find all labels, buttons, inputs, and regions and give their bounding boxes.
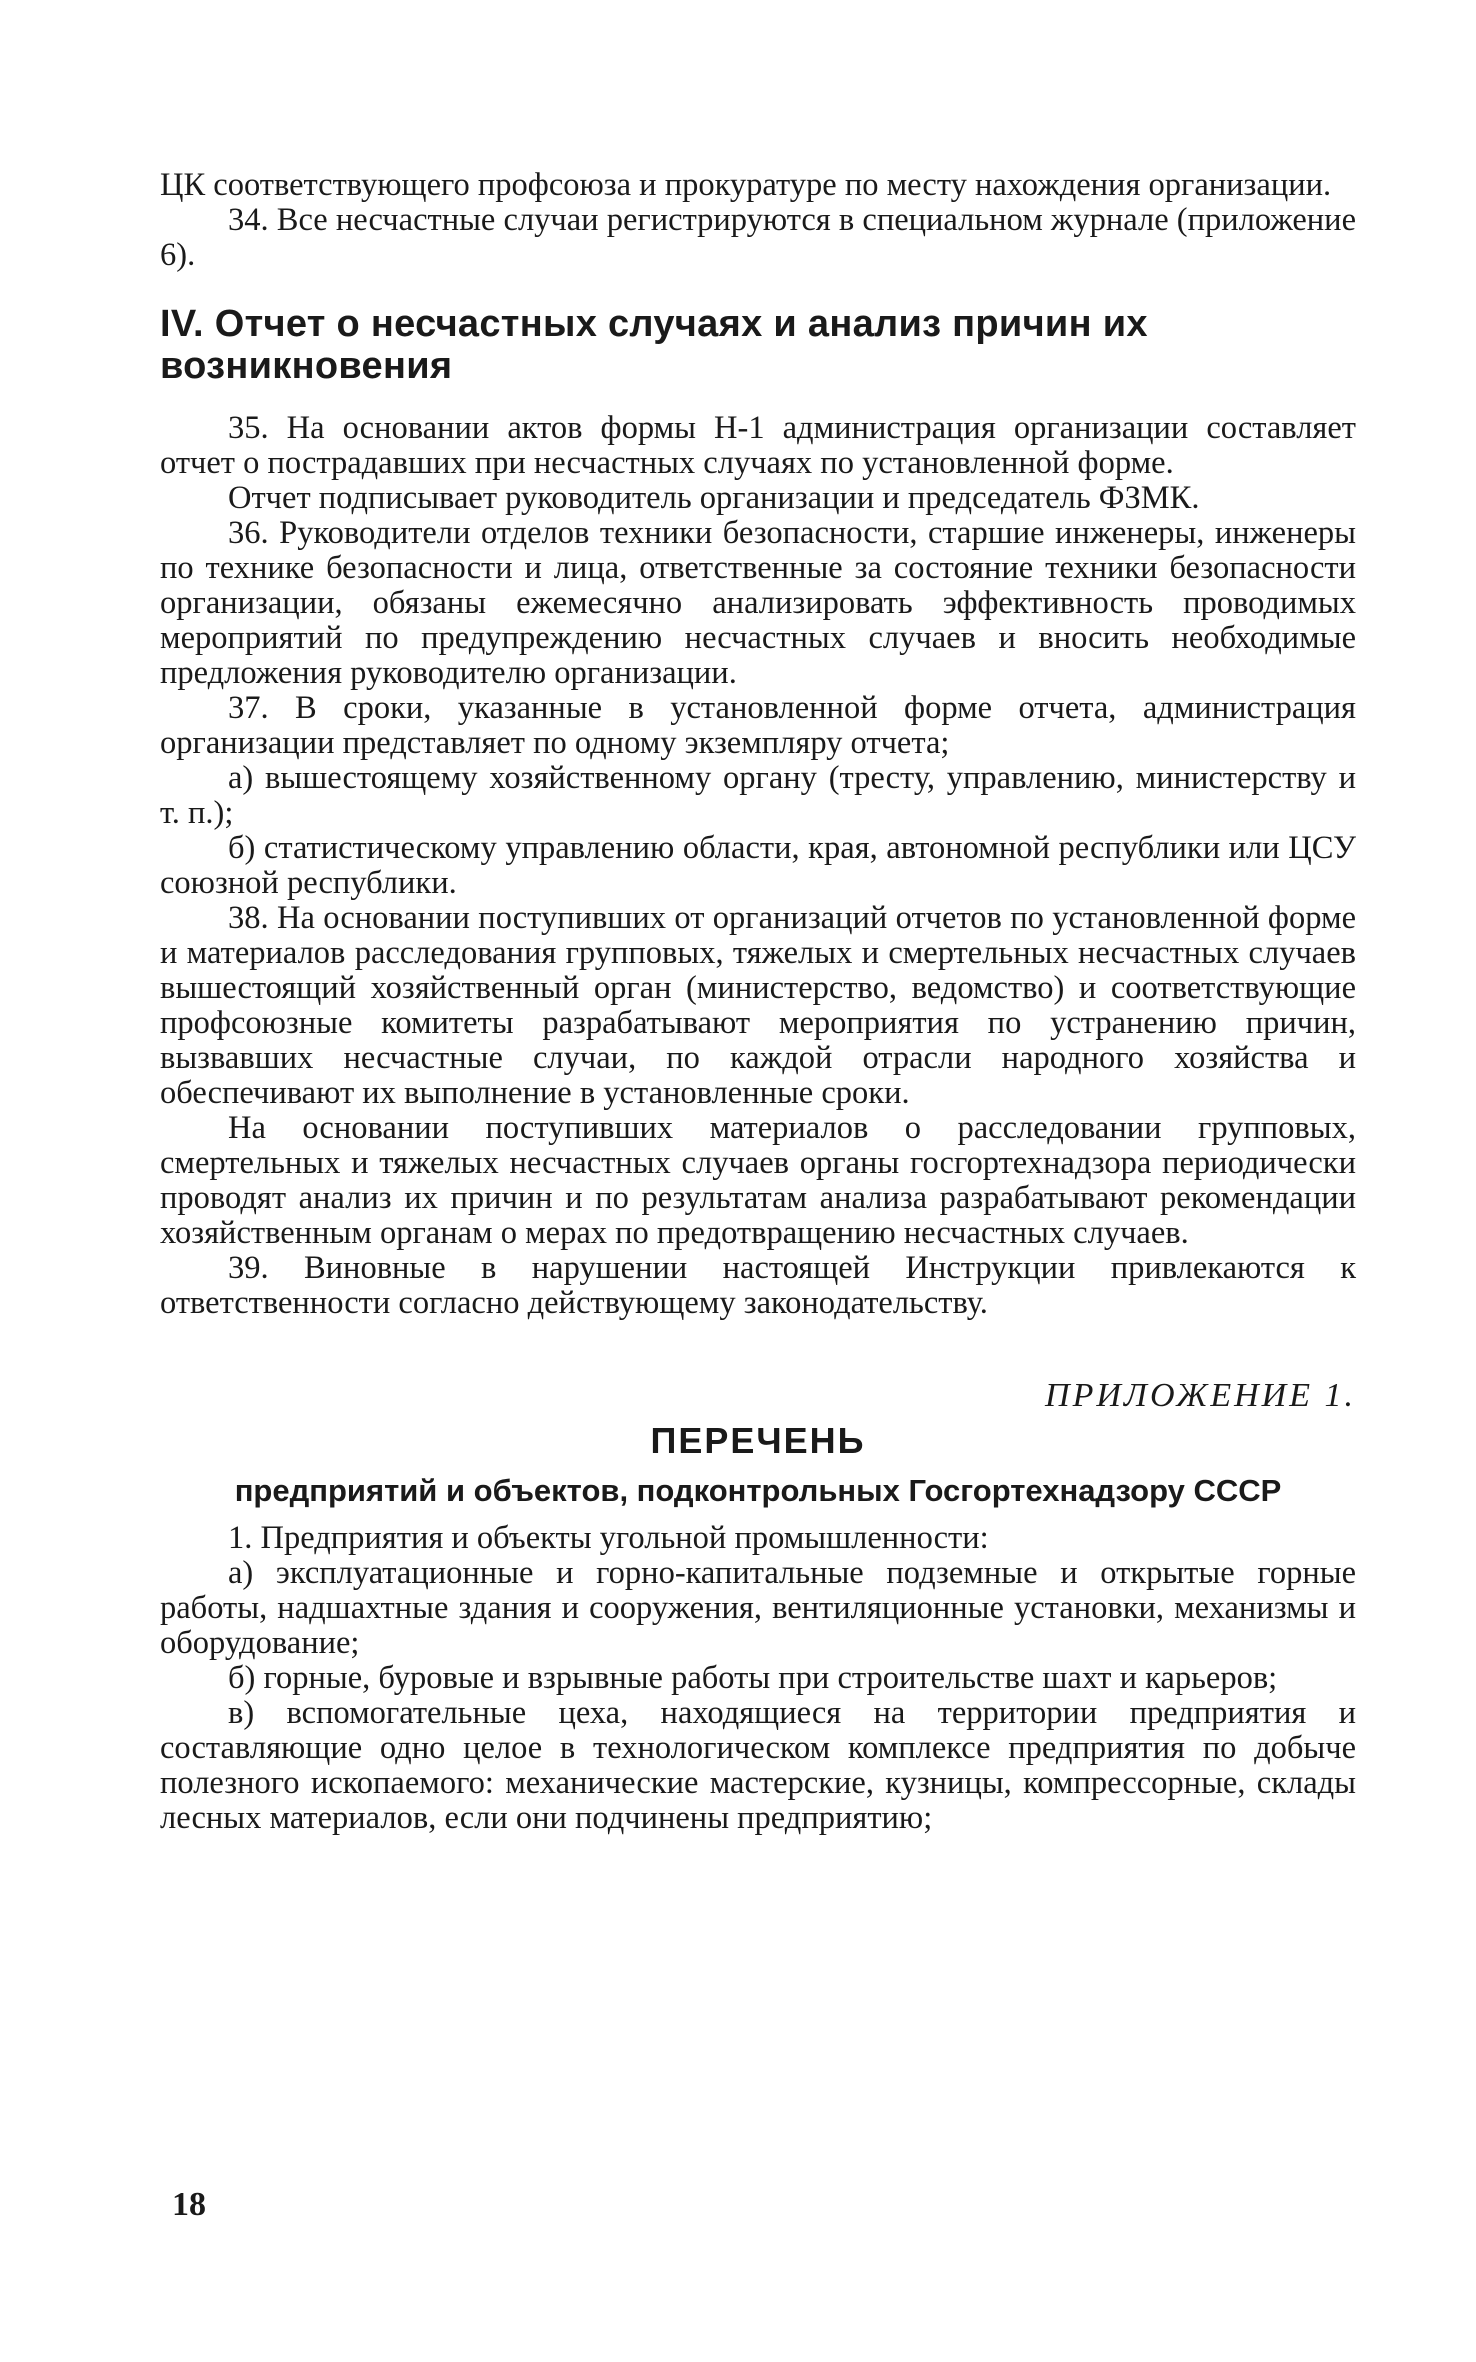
list-title: ПЕРЕЧЕНЬ: [650, 1420, 866, 1461]
paragraph-report-signature: Отчет подписывает руководитель организации и председатель ФЗМК.: [228, 480, 1200, 516]
paragraph-37-b: б) статистическому управлению области, края, автономной республики или ЦСУ союзной республики.: [160, 830, 1356, 901]
paragraph-37: 37. В сроки, указанные в установленной форме отчета, администрация организации представляет по одному экземпляру отчета;: [160, 690, 1356, 761]
list-item-1-c: в) вспомогательные цеха, находящиеся на территории предприятия и составляющие одно целое в технологическом комплексе предприятия по добыче полезного ископаемого: механические мастерские, кузницы, компрессорные, склады лесных материалов, если они подчинены предприятию;: [160, 1695, 1356, 1836]
list-item-1: 1. Предприятия и объекты угольной промышленности:: [228, 1520, 989, 1556]
intro-paragraph-1: ЦК соответствующего профсоюза и прокуратуре по месту нахождения организации.: [160, 167, 1332, 203]
paragraph-36: 36. Руководители отделов техники безопасности, старшие инженеры, инженеры по технике безопасности и лица, ответственные за состояние техники безопасности организации, обязаны ежемесячно анализировать эффективность проводимых мероприятий по предупреждению несчастных случаев и вносить необходимые предложения руководителю организации.: [160, 515, 1356, 691]
paragraph-gosgortekhnadzor-analysis: На основании поступивших материалов о расследовании групповых, смертельных и тяжелых несчастных случаев органы госгортехнадзора периодически проводят анализ их причин и по результатам анализа разрабатывают рекомендации хозяйственным органам о мерах по предотвращению несчастных случаев.: [160, 1110, 1356, 1251]
section-heading: IV. Отчет о несчастных случаях и анализ причин их возникновения: [160, 303, 1148, 387]
paragraph-37-a: а) вышестоящему хозяйственному органу (тресту, управлению, министерству и т. п.);: [160, 760, 1356, 831]
appendix-label: ПРИЛОЖЕНИЕ 1.: [1045, 1377, 1356, 1414]
paragraph-39: 39. Виновные в нарушении настоящей Инструкции привлекаются к ответственности согласно действующему законодательству.: [160, 1250, 1356, 1321]
list-item-1-b: б) горные, буровые и взрывные работы при строительстве шахт и карьеров;: [228, 1660, 1278, 1696]
list-item-1-a: а) эксплуатационные и горно-капитальные подземные и открытые горные работы, надшахтные здания и сооружения, вентиляционные установки, механизмы и оборудование;: [160, 1555, 1356, 1661]
document-page: [160, 168, 1356, 1836]
list-subtitle: предприятий и объектов, подконтрольных Госгортехнадзору СССР: [234, 1473, 1282, 1508]
page-number: 18: [172, 2186, 206, 2223]
paragraph-35: 35. На основании актов формы Н-1 администрация организации составляет отчет о пострадавших при несчастных случаях по установленной форме.: [160, 410, 1356, 481]
paragraph-38: 38. На основании поступивших от организаций отчетов по установленной форме и материалов расследования групповых, тяжелых и смертельных несчастных случаев вышестоящий хозяйственный орган (министерство, ведомство) и соответствующие профсоюзные комитеты разрабатывают мероприятия по устранению причин, вызвавших несчастные случаи, по каждой отрасли народного хозяйства и обеспечивают их выполнение в установленные сроки.: [160, 900, 1356, 1111]
intro-paragraph-2: 34. Все несчастные случаи регистрируются в специальном журнале (приложение 6).: [160, 202, 1356, 273]
